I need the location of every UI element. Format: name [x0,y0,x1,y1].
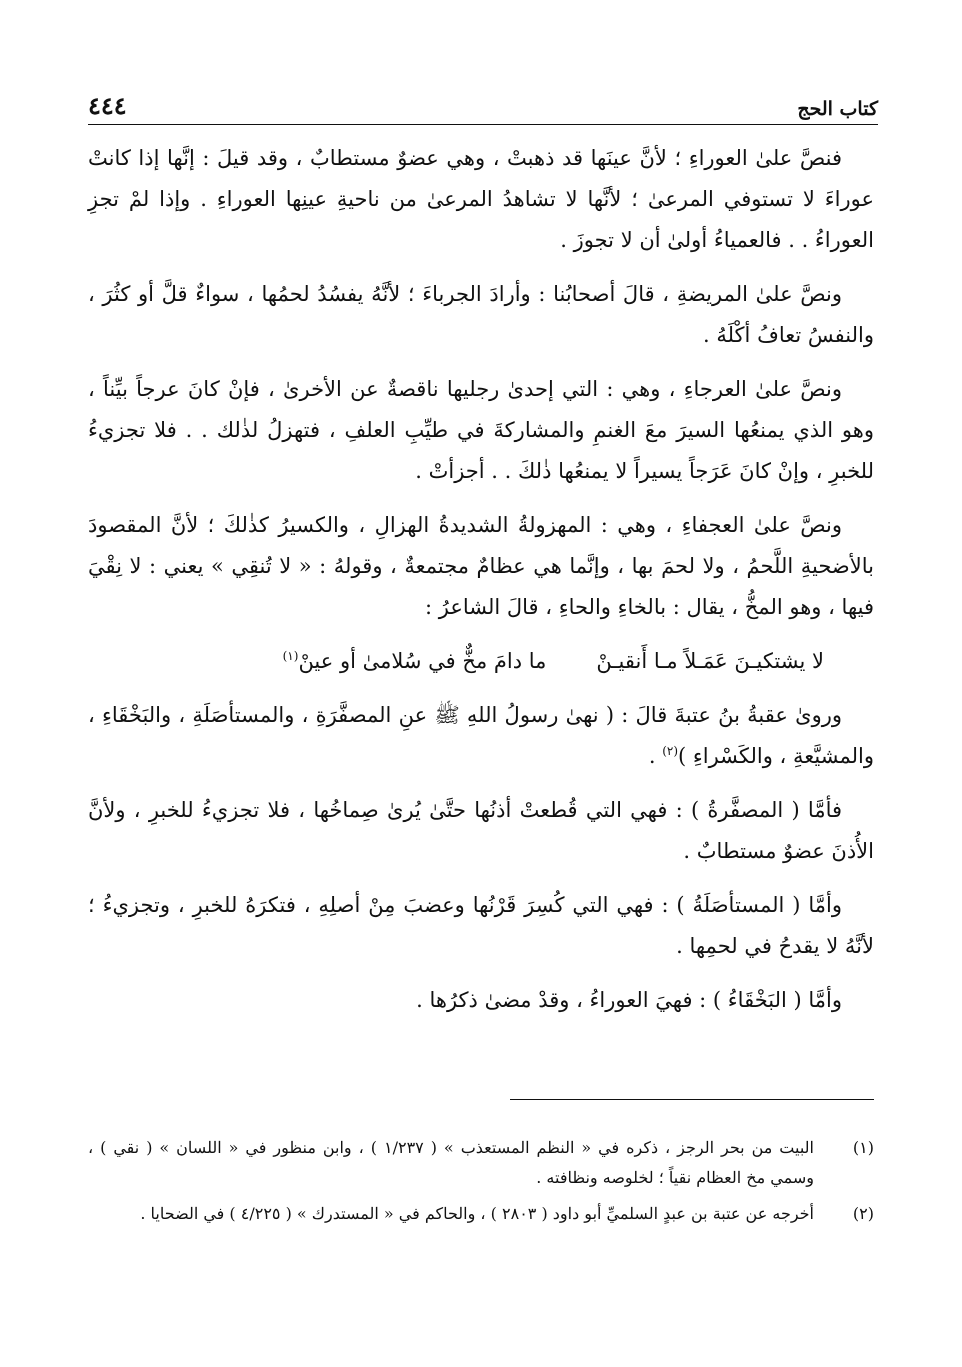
paragraph: فأمَّا ( المصفَّرةُ ) : فهي التي قُطعتْ أذنُها حتَّىٰ يُرىٰ صِماخُها ، فلا تجزيءُ للخبرِ ، ولأنَّ الأُذنَ عضوٌ مستطابٌ . [88,798,874,863]
footnote-separator [510,1099,874,1100]
page-header [88,86,878,120]
poetry-verse [88,641,874,682]
footnote [88,1199,874,1229]
verse-hemistich-second-text: ما دامَ مخٌّ في سُلامىٰ أو عينْ [298,649,547,673]
paragraph: ونصَّ علىٰ العجفاءِ ، وهي : المهزولةُ الشديدةُ الهزالِ ، والكسيرُ كذٰلكَ ؛ لأنَّ المقصودَ بالأضحيةِ اللَّحمُ ، ولا لحمَ بها ، وإنَّما هي عظامٌ مجتمعةٌ ، وقولهُ : « لا تُنقِي » يعني : لا نِقْيَ فيها ، وهو المخُّ ، يقال : بالخاءِ والحاءِ ، قالَ الشاعرُ : [88,513,874,619]
main-text [88,138,874,1034]
verse-hemistich-second [283,641,547,682]
footnote-number: (١) [852,1138,874,1157]
paragraph: وأمَّا ( البَخْقَاءُ ) : فهيَ العوراءُ ، وقدْ مضىٰ ذكرُها . [416,988,842,1012]
paragraph-tail: . [648,744,663,768]
paragraph: ونصَّ علىٰ العرجاءِ ، وهي : التي إحدىٰ رجليها ناقصةٌ عن الأخرىٰ ، فإنْ كانَ عرجاً بيِّناً ، وهو الذي يمنعُها السيرَ معَ الغنمِ والمشاركةَ في طيِّبِ العلفِ ، فتهزلُ لذٰلك . . فلا تجزيءُ للخبرِ ، وإنْ كانَ عَرَجاً يسيراً لا يمنعُها ذٰلكَ . . أجزأتْ . [88,377,874,483]
page-number: ٤٤٤ [88,91,127,120]
paragraph: وأمَّا ( المستأصَلَةُ ) : فهي التي كُسِرَ قَرْنُها وعضبَ مِنْ أصلِهِ ، فتكرَهُ للخبرِ ، وتجزيءُ ؛ لأنَّهُ لا يقدحُ في لحمِها . [88,893,874,958]
footnote-text: أخرجه عن عتبة بن عبدٍ السلميِّ أبو داود ( ٢٨٠٣ ) ، والحاكم في « المستدرك » ( ٤/٢٢٥ ) في الضحايا . [140,1204,814,1223]
running-title: كتاب الحج [797,98,878,120]
footnote-ref-1[interactable]: (١) [282,649,299,663]
footnote [88,1133,874,1193]
footnote-number: (٢) [852,1204,874,1223]
verse-hemistich-first: لا يشتكيـنَ عَمَـلاً مـا أَنقيـنْ [596,649,824,673]
paragraph: ونصَّ علىٰ المريضةِ ، قالَ أصحابُنا : وأرادَ الجرباءَ ؛ لأنَّهُ يفسُدُ لحمُها ، سواءٌ قلَّ أو كثُرَ ، والنفسُ تعافُ أكْلَهُ . [88,282,874,347]
footnotes [88,1133,874,1235]
paragraph: فنصَّ علىٰ العوراءِ ؛ لأنَّ عينَها قد ذهبتْ ، وهي عضوٌ مستطابٌ ، وقد قيلَ : إنَّها إذا كانتْ عوراءَ لا تستوفي المرعىٰ ؛ لأنَّها لا تشاهدُ المرعىٰ من ناحيةِ عينِها العوراءِ . وإذا لمْ تجزِ العوراءُ . . فالعمياءُ أولىٰ أن لا تجوزَ . [88,146,874,252]
header-rule [88,124,878,125]
footnote-text: البيت من بحر الرجز ، ذكره في « النظم المستعذب » ( ١/٢٣٧ ) ، وابن منظور في « اللسان » ( نقي ) ، وسمي مخ العظام نقياً ؛ لخلوصه ونظافته . [88,1138,814,1187]
paragraph-text: وروىٰ عقبةُ بنُ عتبةَ قالَ : ( نهىٰ رسولُ اللهِ ﷺ عنِ المصفَّرَةِ ، والمستأصَلَةِ ، والبَخْقَاءِ ، والمشيَّعةِ ، والكَسْراءِ ) [88,703,874,768]
footnote-ref-2[interactable]: (٢) [662,744,679,758]
paragraph [88,695,874,777]
